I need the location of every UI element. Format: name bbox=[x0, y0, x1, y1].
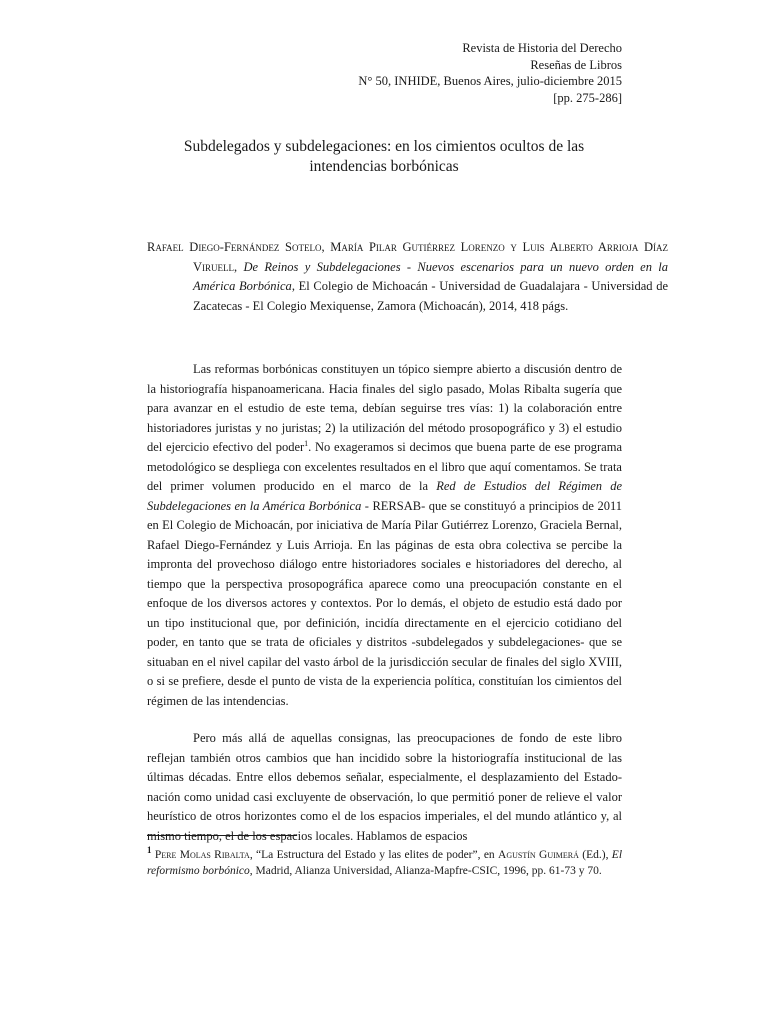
journal-issue: N° 50, INHIDE, Buenos Aires, julio-diciembre 2015 bbox=[358, 74, 622, 88]
paragraph-2: Pero más allá de aquellas consignas, las preocupaciones de fondo de este libro reflejan también otros cambios que han incidido sobre la historiografía institucional de las últimas décadas. Entre ellos debemos señalar, especialmente, el desplazamiento del Estado-nación como unidad casi excluyente de observación, lo que permitió poner de relieve el valor heurístico de otros horizontes como el de los espacios imperiales, el del mundo atlántico y, al mismo tiempo, el de los espacios locales. Hablamos de espacios bbox=[147, 731, 622, 843]
citation-separator: , bbox=[234, 259, 244, 274]
review-title bbox=[130, 137, 638, 177]
footnote-book-title: El reformismo borbónico bbox=[147, 848, 623, 878]
citation-publication: , El Colegio de Michoacán - Universidad de Guadalajara - Universidad de Zacatecas - El Colegio Mexiquense, Zamora (Michoacán), 2014, 418 págs. bbox=[193, 279, 668, 313]
footnote-1 bbox=[147, 842, 622, 880]
page-range: [pp. 275-286] bbox=[553, 90, 622, 105]
footnote-author-2: Agustín Guimerá bbox=[498, 848, 579, 861]
review-body bbox=[147, 360, 622, 864]
paragraph-1-text-c: - RERSAB- que se constituyó a principios de 2011 en El Colegio de Michoacán, por iniciativa de María Pilar Gutiérrez Lorenzo, Graciela Bernal, Rafael Diego-Fernández y Luis Arrioja. En las páginas de esta obra colectiva se percibe la impronta del provechoso diálogo entre historiadores sociales e historiadores del derecho, al tiempo que la perspectiva prosopográfica aparece como una preocupación constante en el enfoque de los diversos actores y contextos. Por lo demás, el objeto de estudio está dado por un tipo institucional que, por definición, incidía directamente en el ejercicio cotidiano del poder, en tanto que se trata de oficiales y distritos -subdelegados y subdelegaciones- que se situaban en el nivel capilar del vasto árbol de la jurisdicción secular de finales del siglo XVIII, o si se prefiere, desde el punto de vista de la experiencia política, constituían los cimientos del régimen de las intendencias. bbox=[147, 498, 622, 708]
journal-section: Reseñas de Libros bbox=[530, 57, 622, 72]
footnote-text-1: , “La Estructura del Estado y las elites de poder”, en bbox=[249, 848, 499, 861]
paragraph-1-text-b: . No exageramos si decimos que buena parte de ese programa metodológico se despliega con excelentes resultados en el libro que aquí comentamos. Se trata del primer volumen producido en el marco de la bbox=[147, 440, 622, 493]
paragraph-1-italic: Red de Estudios del Régimen de Subdelegaciones en la América Borbónica bbox=[147, 479, 623, 513]
footnote-author-1: Pere Molas Ribalta bbox=[154, 848, 250, 861]
journal-name: Revista de Historia del Derecho bbox=[462, 41, 622, 55]
review-title-line-2: intendencias borbónicas bbox=[309, 158, 459, 175]
footnote-text-2: (Ed.), bbox=[578, 848, 612, 861]
journal-header bbox=[358, 40, 622, 106]
footnote-number: 1 bbox=[147, 845, 152, 855]
paragraph-1-text-a: Las reformas borbónicas constituyen un tópico siempre abierto a discusión dentro de la historiografía hispanoamericana. Hacia finales del siglo pasado, Molas Ribalta sugería que para avanzar en el estudio de este tema, debían seguirse tres vías: 1) la colaboración entre historiadores juristas y no juristas; 2) la utilización del método prosopográfico y 3) el estudio del ejercicio efectivo del poder bbox=[147, 362, 622, 454]
book-citation bbox=[147, 238, 668, 316]
footnote-text-3: , Madrid, Alianza Universidad, Alianza-Mapfre-CSIC, 1996, pp. 61-73 y 70. bbox=[249, 865, 602, 878]
footnote-divider bbox=[147, 835, 297, 836]
paragraph-1 bbox=[147, 360, 622, 711]
citation-authors: Rafael Diego-Fernández Sotelo, María Pilar Gutiérrez Lorenzo y Luis Alberto Arrioja Díaz Viruell bbox=[147, 240, 668, 274]
review-title-line-1: Subdelegados y subdelegaciones: en los cimientos ocultos de las bbox=[183, 138, 585, 155]
footnote-reference[interactable]: 1 bbox=[304, 438, 309, 448]
citation-book-title: De Reinos y Subdelegaciones - Nuevos escenarios para un nuevo orden en la América Borbónica bbox=[193, 259, 669, 293]
